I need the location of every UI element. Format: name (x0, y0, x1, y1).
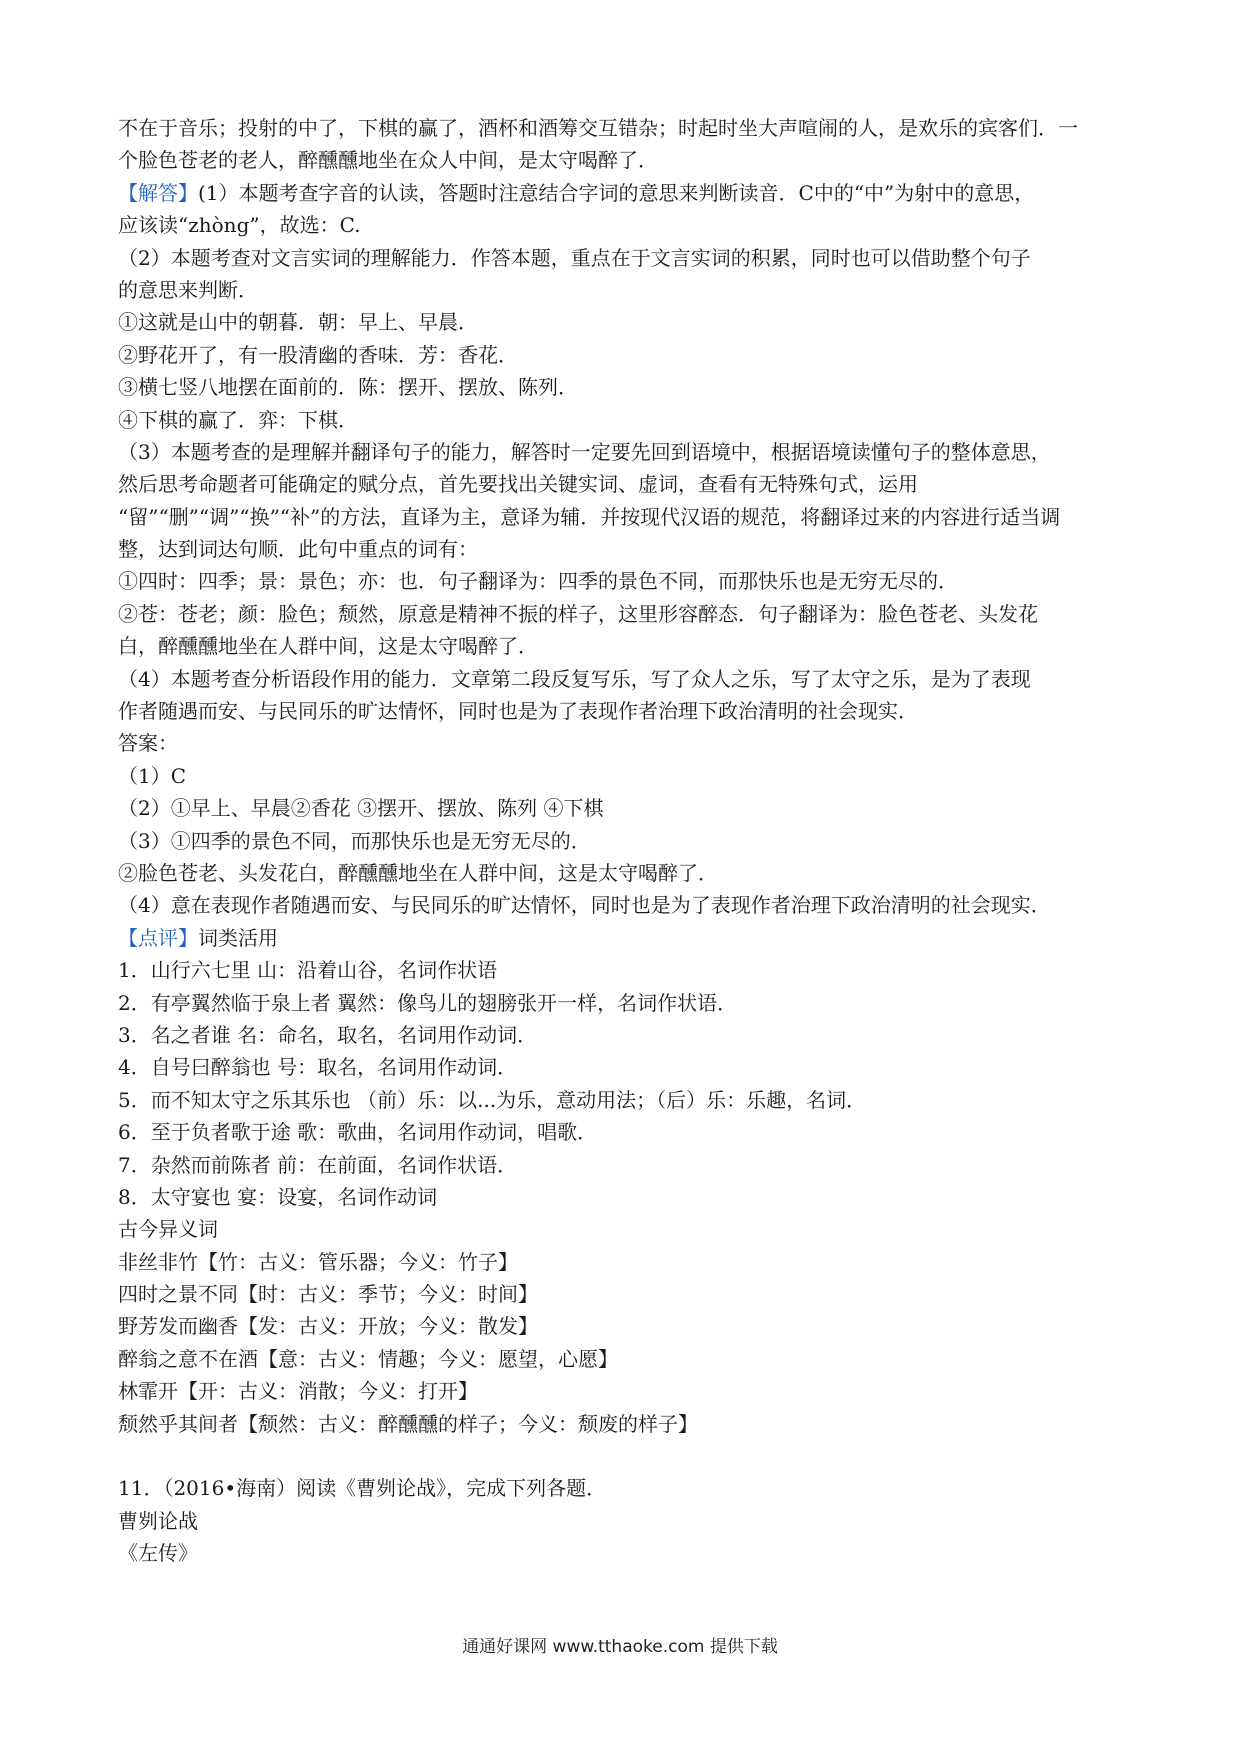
comment-line: 6．至于负者歌于途 歌：歌曲，名词用作动词，唱歌． (118, 1120, 598, 1145)
comment-line: 5．而不知太守之乐其乐也 （前）乐：以...为乐，意动用法；（后）乐：乐趣，名词． (118, 1087, 867, 1112)
answer-line: 白，醉醺醺地坐在人群中间，这是太守喝醉了． (118, 634, 538, 659)
comment-line: 古今异义词 (118, 1217, 218, 1242)
analysis-line: 个脸色苍老的老人，醉醺醺地坐在众人中间，是太守喝醉了． (118, 148, 658, 173)
answer-line: ②苍：苍老；颜：脸色；颓然，原意是精神不振的样子，这里形容醉态．句子翻译为：脸色苍老、头发花 (118, 601, 1038, 626)
answer-line: （1）C (118, 763, 187, 788)
comment-line: 野芳发而幽香【发：古义：开放；今义：散发】 (118, 1314, 538, 1339)
answer-line: （2）本题考查对文言实词的理解能力．作答本题，重点在于文言实词的积累，同时也可以借助整个句子 (118, 245, 1031, 270)
comment-line: 8．太守宴也 宴：设宴，名词作动词 (118, 1184, 438, 1209)
answer-line: 应该读“zhòng”，故选：C. (118, 213, 361, 238)
answer-line: （3）本题考查的是理解并翻译句子的能力，解答时一定要先回到语境中，根据语境读懂句子的整体意思， (118, 439, 1051, 464)
question-line: 曹刿论战 (118, 1508, 198, 1533)
answer-line: “留”“删”“调”“换”“补”的方法，直译为主，意译为辅．并按现代汉语的规范，将翻译过来的内容进行适当调 (118, 504, 1061, 529)
spacer (118, 1440, 1128, 1472)
answer-line: 答案： (118, 731, 178, 756)
comment-heading-line (118, 922, 1128, 954)
answer-line: （3）①四季的景色不同，而那快乐也是无穷无尽的． (118, 828, 591, 853)
answer-line: 然后思考命题者可能确定的赋分点，首先要找出关键实词、虚词，查看有无特殊句式，运用 (118, 472, 918, 497)
answer-line: （4）本题考查分析语段作用的能力．文章第二段反复写乐，写了众人之乐，写了太守之乐，是为了表现 (118, 666, 1031, 691)
answer-line: 作者随遇而安、与民同乐的旷达情怀，同时也是为了表现作者治理下政治清明的社会现实． (118, 699, 918, 724)
answer-line: ①四时：四季；景：景色；亦：也．句子翻译为：四季的景色不同，而那快乐也是无穷无尽的． (118, 569, 958, 594)
answer-line: ②脸色苍老、头发花白，醉醺醺地坐在人群中间，这是太守喝醉了． (118, 860, 718, 885)
comment-first-line: 词类活用 (198, 925, 278, 950)
comment-tag: 【点评】 (118, 925, 198, 950)
answer-line: 的意思来判断． (118, 277, 258, 302)
comment-line: 四时之景不同【时：古义：季节；今义：时间】 (118, 1282, 538, 1307)
answer-line: ①这就是山中的朝暮．朝：早上、早晨． (118, 310, 478, 335)
answer-heading-line (118, 177, 1128, 209)
answer-tag: 【解答】 (118, 180, 198, 205)
analysis-line: 不在于音乐；投射的中了，下棋的赢了，酒杯和酒筹交互错杂；时起时坐大声喧闹的人，是欢乐的宾客们．一 (118, 116, 1078, 140)
comment-line: 4．自号曰醉翁也 号：取名，名词用作动词． (118, 1055, 518, 1080)
answer-line: ③横七竖八地摆在面前的．陈：摆开、摆放、陈列． (118, 375, 578, 400)
answer-line: ②野花开了，有一股清幽的香味．芳：香花． (118, 342, 518, 367)
comment-line: 非丝非竹【竹：古义：管乐器；今义：竹子】 (118, 1249, 518, 1274)
answer-line: ④下棋的赢了．弈：下棋． (118, 407, 358, 432)
page-footer: 通通好课网 www.tthaoke.com 提供下载 (462, 1637, 778, 1657)
question-line: 《左传》 (118, 1541, 198, 1566)
comment-line: 3．名之者谁 名：命名，取名，名词用作动词． (118, 1022, 538, 1047)
comment-line: 2．有亭翼然临于泉上者 翼然：像鸟儿的翅膀张开一样，名词作状语． (118, 990, 738, 1015)
answer-line: （2）①早上、早晨②香花 ③摆开、摆放、陈列 ④下棋 (118, 796, 604, 821)
comment-line: 林霏开【开：古义：消散；今义：打开】 (118, 1379, 478, 1404)
answer-line: （4）意在表现作者随遇而安、与民同乐的旷达情怀，同时也是为了表现作者治理下政治清明的社会现实． (118, 893, 1051, 918)
comment-line: 颓然乎其间者【颓然：古义：醉醺醺的样子；今义：颓废的样子】 (118, 1411, 698, 1436)
answer-first-line: (1）本题考查字音的认读，答题时注意结合字词的意思来判断读音．C中的“中”为射中的意思， (198, 180, 1035, 205)
answer-line: 整，达到词达句顺．此句中重点的词有： (118, 537, 478, 562)
document-page (118, 112, 1128, 1570)
question-line: 11．（2016•海南）阅读《曹刿论战》，完成下列各题． (118, 1476, 607, 1501)
comment-line: 7．杂然而前陈者 前：在前面，名词作状语． (118, 1152, 518, 1177)
comment-line: 醉翁之意不在酒【意：古义：情趣；今义：愿望，心愿】 (118, 1346, 618, 1371)
comment-line: 1．山行六七里 山：沿着山谷，名词作状语 (118, 958, 498, 983)
